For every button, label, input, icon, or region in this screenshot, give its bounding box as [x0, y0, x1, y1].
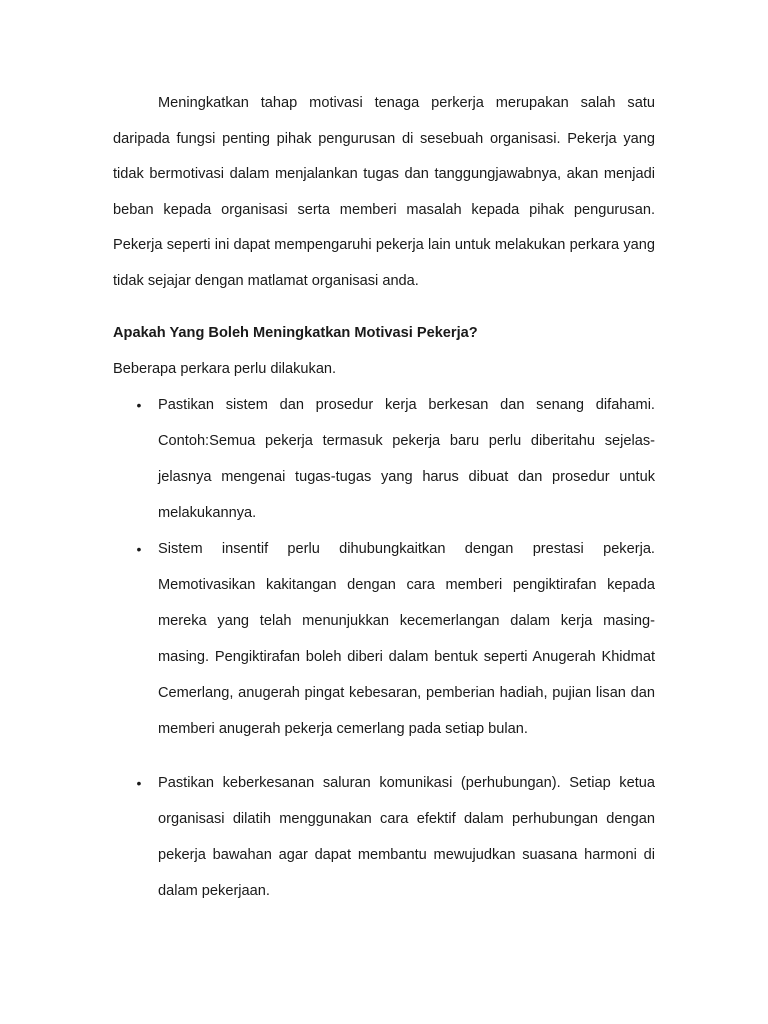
bullet-dot-icon: • — [136, 540, 142, 557]
section-heading: Apakah Yang Boleh Meningkatkan Motivasi Pekerja? — [113, 324, 478, 341]
lead-sentence: Beberapa perkara perlu dilakukan. — [113, 360, 337, 377]
bullet-dot-icon: • — [136, 396, 142, 413]
document-page — [113, 86, 655, 909]
bullet-text-2: Sistem insentif perlu dihubungkaitkan dengan prestasi pekerja. Memotivasikan kakitangan dengan cara memberi pengiktirafan kepada mereka yang telah menunjukkan kecemerlangan dalam kerja masing-masing. Pengiktirafan boleh diberi dalam bentuk seperti Anugerah Khidmat Cemerlang, anugerah pingat kebesaran, pemberian hadiah, pujian lisan dan memberi anugerah pekerja cemerlang pada setiap bulan. — [158, 540, 655, 737]
bullet-item-2 — [113, 531, 655, 747]
bullet-item-3 — [113, 765, 655, 909]
bullet-list — [113, 387, 655, 909]
bullet-text-3: Pastikan keberkesanan saluran komunikasi (perhubungan). Setiap ketua organisasi dilatih menggunakan cara efektif dalam perhubungan dengan pekerja bawahan agar dapat membantu mewujudkan suasana harmoni di dalam pekerjaan. — [158, 774, 655, 899]
bullet-text-1: Pastikan sistem dan prosedur kerja berkesan dan senang difahami. Contoh:Semua pekerja termasuk pekerja baru perlu diberitahu sejelas-jelasnya mengenai tugas-tugas yang harus dibuat dan prosedur untuk melakukannya. — [158, 396, 655, 521]
bullet-item-1 — [113, 387, 655, 531]
intro-paragraph: Meningkatkan tahap motivasi tenaga perkerja merupakan salah satu daripada fungsi penting pihak pengurusan di sesebuah organisasi. Pekerja yang tidak bermotivasi dalam menjalankan tugas dan tanggungjawabnya, akan menjadi beban kepada organisasi serta memberi masalah kepada pihak pengurusan. Pekerja seperti ini dapat mempengaruhi pekerja lain untuk melakukan perkara yang tidak sejajar dengan matlamat organisasi anda. — [113, 95, 655, 289]
bullet-dot-icon: • — [136, 774, 142, 791]
